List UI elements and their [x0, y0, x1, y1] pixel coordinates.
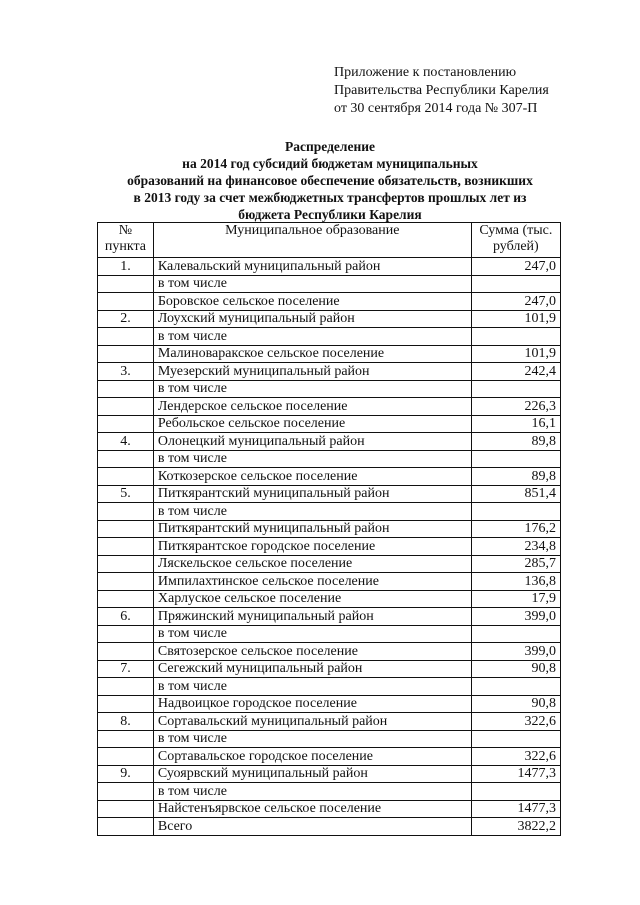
row-item-number	[98, 275, 154, 293]
row-municipality: Малиноваракское сельское поселение	[153, 345, 471, 363]
row-amount	[471, 783, 560, 801]
row-municipality: Лендерское сельское поселение	[153, 398, 471, 416]
header-municipality: Муниципальное образование	[153, 223, 471, 258]
row-item-number	[98, 520, 154, 538]
title-line-3: образований на финансовое обеспечение обязательств, возникших	[127, 173, 533, 188]
title-line-2: на 2014 год субсидий бюджетам муниципальных	[182, 156, 478, 171]
row-amount: 89,8	[471, 468, 560, 486]
row-municipality: в том числе	[153, 450, 471, 468]
row-item-number	[98, 678, 154, 696]
row-municipality: в том числе	[153, 783, 471, 801]
row-item-number	[98, 555, 154, 573]
table-row	[98, 695, 561, 713]
row-municipality: Олонецкий муниципальный район	[153, 433, 471, 451]
row-item-number: 8.	[98, 713, 154, 731]
row-item-number	[98, 730, 154, 748]
appendix-line-3: от 30 сентября 2014 года № 307-П	[334, 101, 538, 116]
row-amount	[471, 503, 560, 521]
table-row	[98, 555, 561, 573]
table-row	[98, 713, 561, 731]
table-row	[98, 450, 561, 468]
table-row	[98, 625, 561, 643]
table-row	[98, 765, 561, 783]
row-municipality: в том числе	[153, 328, 471, 346]
row-municipality: Сегежский муниципальный район	[153, 660, 471, 678]
row-amount: 101,9	[471, 345, 560, 363]
row-amount	[471, 730, 560, 748]
row-municipality: в том числе	[153, 503, 471, 521]
table-row	[98, 328, 561, 346]
table-row	[98, 380, 561, 398]
row-municipality: Суоярвский муниципальный район	[153, 765, 471, 783]
row-item-number: 6.	[98, 608, 154, 626]
row-municipality: Всего	[153, 818, 471, 836]
row-amount: 226,3	[471, 398, 560, 416]
row-municipality: Питкярантский муниципальный район	[153, 520, 471, 538]
table-row	[98, 520, 561, 538]
row-amount: 399,0	[471, 643, 560, 661]
table-row	[98, 608, 561, 626]
row-item-number	[98, 643, 154, 661]
table-row	[98, 485, 561, 503]
row-municipality: в том числе	[153, 625, 471, 643]
row-municipality: Надвоицкое городское поселение	[153, 695, 471, 713]
row-item-number	[98, 468, 154, 486]
row-amount: 247,0	[471, 293, 560, 311]
row-amount: 285,7	[471, 555, 560, 573]
row-municipality: Харлуское сельское поселение	[153, 590, 471, 608]
table-row	[98, 590, 561, 608]
row-amount	[471, 450, 560, 468]
row-amount: 1477,3	[471, 800, 560, 818]
table-row	[98, 538, 561, 556]
title-line-4: в 2013 году за счет межбюджетных трансфертов прошлых лет из	[133, 190, 527, 205]
row-item-number: 2.	[98, 310, 154, 328]
row-amount: 242,4	[471, 363, 560, 381]
title-line-1: Распределение	[284, 139, 376, 154]
row-amount	[471, 275, 560, 293]
table-row	[98, 783, 561, 801]
row-amount: 247,0	[471, 258, 560, 276]
row-municipality: Коткозерское сельское поселение	[153, 468, 471, 486]
row-municipality: Импилахтинское сельское поселение	[153, 573, 471, 591]
row-item-number	[98, 450, 154, 468]
row-municipality: Лоухский муниципальный район	[153, 310, 471, 328]
header-amount	[471, 223, 560, 258]
row-item-number	[98, 538, 154, 556]
row-item-number	[98, 398, 154, 416]
row-municipality: Боровское сельское поселение	[153, 293, 471, 311]
row-item-number	[98, 695, 154, 713]
row-municipality: Питкярантский муниципальный район	[153, 485, 471, 503]
row-item-number	[98, 503, 154, 521]
row-municipality: в том числе	[153, 730, 471, 748]
table-body	[98, 258, 561, 836]
row-amount: 399,0	[471, 608, 560, 626]
row-municipality: Найстенъярвское сельское поселение	[153, 800, 471, 818]
row-municipality: Ребольское сельское поселение	[153, 415, 471, 433]
table-row	[98, 643, 561, 661]
header-item-number	[98, 223, 154, 258]
row-amount: 89,8	[471, 433, 560, 451]
row-amount	[471, 380, 560, 398]
row-item-number	[98, 573, 154, 591]
header-num-line-1: №	[118, 223, 133, 238]
row-amount: 90,8	[471, 695, 560, 713]
table-row	[98, 573, 561, 591]
allocation-table	[97, 222, 561, 836]
appendix-line-2: Правительства Республики Карелия	[334, 83, 549, 98]
row-amount: 1477,3	[471, 765, 560, 783]
table-row	[98, 415, 561, 433]
table-row	[98, 818, 561, 836]
table-row	[98, 275, 561, 293]
row-item-number	[98, 345, 154, 363]
table-row	[98, 660, 561, 678]
row-amount: 322,6	[471, 748, 560, 766]
row-amount: 90,8	[471, 660, 560, 678]
row-item-number	[98, 380, 154, 398]
table-row	[98, 503, 561, 521]
row-item-number: 9.	[98, 765, 154, 783]
header-sum-line-1: Сумма (тыс.	[479, 223, 553, 238]
row-amount: 322,6	[471, 713, 560, 731]
table-row	[98, 363, 561, 381]
row-item-number: 7.	[98, 660, 154, 678]
row-amount: 16,1	[471, 415, 560, 433]
row-municipality: в том числе	[153, 678, 471, 696]
row-amount: 101,9	[471, 310, 560, 328]
row-item-number: 5.	[98, 485, 154, 503]
row-item-number: 4.	[98, 433, 154, 451]
row-municipality: Сортавальский муниципальный район	[153, 713, 471, 731]
table-row	[98, 800, 561, 818]
title-line-5: бюджета Республики Карелия	[238, 207, 422, 222]
row-municipality: Питкярантское городское поселение	[153, 538, 471, 556]
table-row	[98, 310, 561, 328]
table-row	[98, 258, 561, 276]
row-municipality: Муезерский муниципальный район	[153, 363, 471, 381]
table-row	[98, 433, 561, 451]
row-municipality: Ляскельское сельское поселение	[153, 555, 471, 573]
row-amount: 234,8	[471, 538, 560, 556]
table-row	[98, 730, 561, 748]
row-item-number: 3.	[98, 363, 154, 381]
row-amount: 17,9	[471, 590, 560, 608]
row-municipality: Пряжинский муниципальный район	[153, 608, 471, 626]
row-amount	[471, 625, 560, 643]
row-item-number	[98, 328, 154, 346]
table-row	[98, 678, 561, 696]
row-amount	[471, 678, 560, 696]
table-row	[98, 345, 561, 363]
row-item-number: 1.	[98, 258, 154, 276]
row-item-number	[98, 800, 154, 818]
table-row	[98, 468, 561, 486]
row-amount	[471, 328, 560, 346]
table-row	[98, 748, 561, 766]
appendix-note	[334, 64, 549, 118]
row-item-number	[98, 293, 154, 311]
row-amount: 176,2	[471, 520, 560, 538]
row-municipality: в том числе	[153, 380, 471, 398]
row-municipality: Святозерское сельское поселение	[153, 643, 471, 661]
header-num-line-2: пункта	[104, 239, 146, 254]
row-municipality: в том числе	[153, 275, 471, 293]
row-amount: 3822,2	[471, 818, 560, 836]
row-amount: 136,8	[471, 573, 560, 591]
row-item-number	[98, 818, 154, 836]
row-municipality: Сортавальское городское поселение	[153, 748, 471, 766]
table-header-row	[98, 223, 561, 258]
table-row	[98, 398, 561, 416]
row-item-number	[98, 625, 154, 643]
appendix-line-1: Приложение к постановлению	[334, 65, 517, 80]
table-row	[98, 293, 561, 311]
header-sum-line-2: рублей)	[492, 239, 539, 254]
row-item-number	[98, 783, 154, 801]
document-title	[100, 138, 560, 223]
row-item-number	[98, 590, 154, 608]
row-item-number	[98, 415, 154, 433]
row-municipality: Калевальский муниципальный район	[153, 258, 471, 276]
row-amount: 851,4	[471, 485, 560, 503]
row-item-number	[98, 748, 154, 766]
